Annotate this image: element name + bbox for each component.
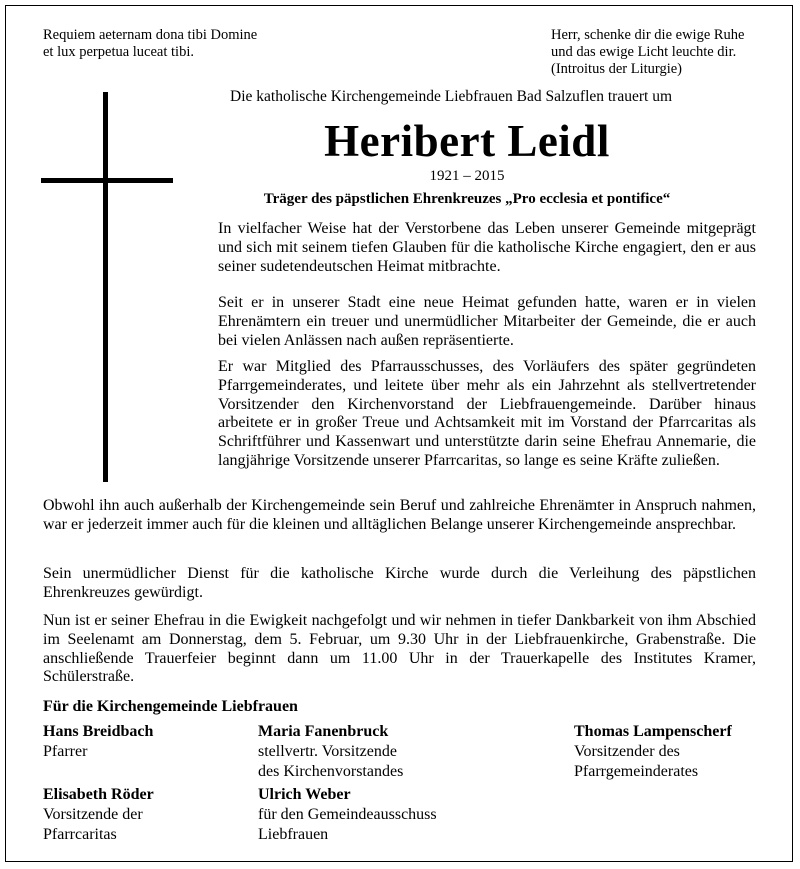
verse-line: Herr, schenke dir die ewige Ruhe bbox=[551, 27, 745, 43]
signatory-role: Pfarrer bbox=[43, 743, 88, 760]
paragraph: Er war Mitglied des Pfarrausschusses, des Vorläufers des später gegründeten Pfarrgemeinderates, und leitete über mehr als ein Jahrzehnt als stellvertretender Vorsitzender den Kirchenvorstand der Liebfrauengemeinde. Darüber hinaus arbeitete er in großer Treue und Achtsamkeit mit im Vorstand der Pfarrcaritas als Schriftführer und Kassenwart und unterstützte darin seine Ehefrau Annemarie, die langjährige Vorsitzende unserer Pfarrcaritas, so lange es seine Kräfte zuließen. bbox=[218, 358, 756, 469]
signatures-heading: Für die Kirchengemeinde Liebfrauen bbox=[43, 698, 298, 715]
signatory-role: Pfarrgemeinderates bbox=[574, 763, 699, 780]
signatory-name: Maria Fanenbruck bbox=[258, 723, 389, 740]
verse-line: et lux perpetua luceat tibi. bbox=[43, 44, 194, 60]
verse-line: Requiem aeternam dona tibi Domine bbox=[43, 27, 258, 43]
signatory-name: Thomas Lampenscherf bbox=[574, 723, 732, 740]
signatory-role: des Kirchenvorstandes bbox=[258, 763, 404, 780]
cross-icon-crossbar bbox=[41, 178, 173, 183]
signatory-role: Liebfrauen bbox=[258, 826, 329, 843]
verse-line: (Introitus der Liturgie) bbox=[551, 61, 683, 77]
paragraph: Seit er in unserer Stadt eine neue Heimat gefunden hatte, waren er in vielen Ehrenämtern ein treuer und unermüdlicher Mitarbeiter der Gemeinde, die er auch bei vielen Anlässen nach außen repräsentierte. bbox=[218, 294, 756, 349]
life-years: 1921 – 2015 bbox=[429, 168, 505, 184]
intro-line: Die katholische Kirchengemeinde Liebfrauen Bad Salzuflen trauert um bbox=[230, 88, 673, 105]
signatory bbox=[43, 785, 154, 845]
signatory-name: Elisabeth Röder bbox=[43, 786, 154, 803]
signatory-name: Ulrich Weber bbox=[258, 786, 351, 803]
signatory-role: Vorsitzende der bbox=[43, 806, 143, 823]
verse-german bbox=[551, 27, 744, 78]
deceased-name: Heribert Leidl bbox=[324, 116, 610, 166]
signatory bbox=[574, 722, 732, 782]
signatory-role: für den Gemeindeausschuss bbox=[258, 806, 437, 823]
signatory-role: Vorsitzender des bbox=[574, 743, 680, 760]
paragraph: Sein unermüdlicher Dienst für die katholische Kirche wurde durch die Verleihung des päpstlichen Ehrenkreuzes gewürdigt. bbox=[43, 565, 756, 601]
signatory bbox=[258, 722, 403, 782]
paragraph: In vielfacher Weise hat der Verstorbene das Leben unserer Gemeinde mitgeprägt und sich mit seinem tiefen Glauben für die katholische Kirche engagiert, den er aus seiner sudetendeutschen Heimat mitbrachte. bbox=[218, 220, 756, 275]
signatory-role: stellvertr. Vorsitzende bbox=[258, 743, 397, 760]
verse-latin bbox=[43, 27, 257, 61]
paragraph: Nun ist er seiner Ehefrau in die Ewigkeit nachgefolgt und wir nehmen in tiefer Dankbarkeit von ihm Abschied im Seelenamt am Donnerstag, dem 5. Februar, um 9.30 Uhr in der Liebfrauenkirche, Grabenstraße. Die anschließende Trauerfeier beginnt dann um 11.00 Uhr in der Trauerkapelle des Institutes Kramer, Schülerstraße. bbox=[43, 612, 756, 686]
award-line: Träger des päpstlichen Ehrenkreuzes „Pro ecclesia et pontifice“ bbox=[263, 191, 671, 207]
signatory bbox=[258, 785, 437, 845]
cross-icon bbox=[103, 92, 108, 482]
signatory bbox=[43, 722, 153, 762]
verse-line: und das ewige Licht leuchte dir. bbox=[551, 44, 737, 60]
signatory-name: Hans Breidbach bbox=[43, 723, 154, 740]
signatory-role: Pfarrcaritas bbox=[43, 826, 117, 843]
paragraph: Obwohl ihn auch außerhalb der Kirchengemeinde sein Beruf und zahlreiche Ehrenämter in Anspruch nahmen, war er jederzeit immer auch für die kleinen und alltäglichen Belange unserer Kirchengemeinde ansprechbar. bbox=[43, 497, 756, 533]
